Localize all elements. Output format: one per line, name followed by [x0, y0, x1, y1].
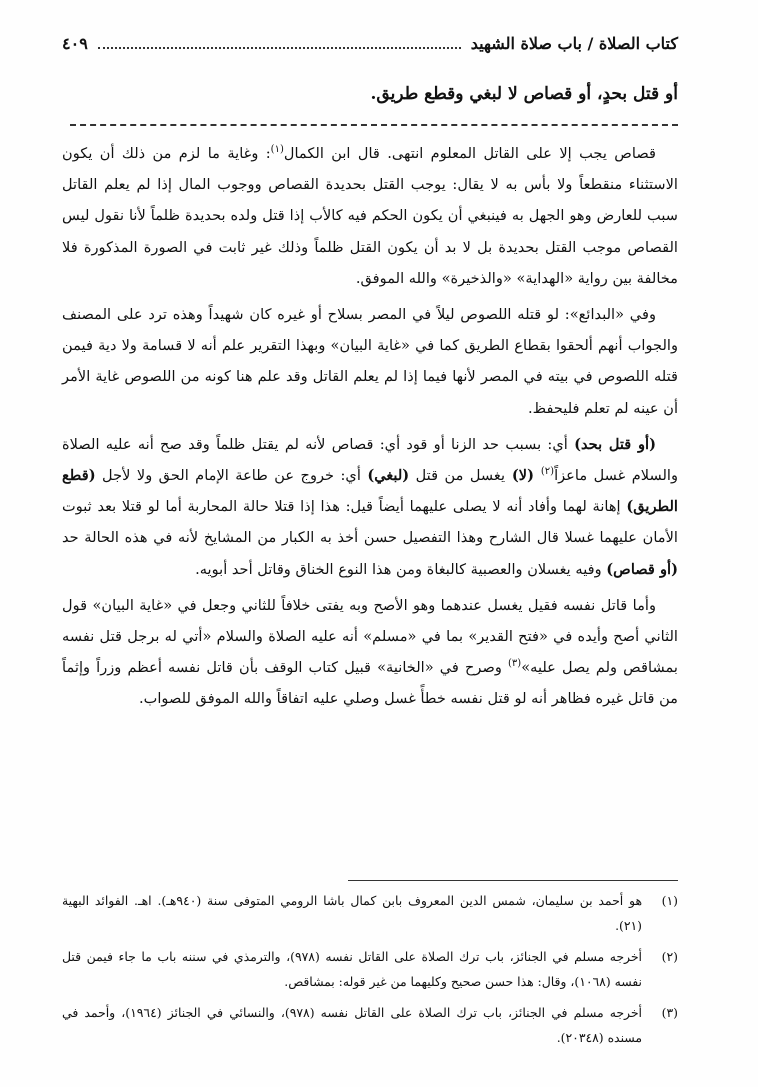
- footnote-text: هو أحمد بن سليمان، شمس الدين المعروف بابن كمال باشا الرومي المتوفى سنة (٩٤٠هـ). اهـ. الفوائد البهية (٢١).: [62, 893, 642, 933]
- footnote-ref-2[interactable]: (٢): [540, 466, 555, 478]
- footnotes: [62, 888, 678, 1056]
- p4-text-a: وأما قاتل نفسه فقيل يغسل عندهما وهو الأصح وبه يفتى خلافاً للثاني وجعل في «غاية البيان» قول الثاني أصح وأيده في «فتح القدير» بما في «مسلم» أنه عليه الصلاة والسلام «أتي له برجل قتل نفسه بمشاقص ولم يصل عليه»: [62, 596, 678, 677]
- footnote-number: (٣): [661, 1005, 678, 1020]
- footnote-separator: [348, 880, 678, 881]
- footnote-text: أخرجه مسلم في الجنائز، باب ترك الصلاة على القاتل نفسه (٩٧٨)، والترمذي في سننه باب ما جاء فيمن قتل نفسه (١٠٦٨)، وقال: هذا حسن صحيح وكليهما من غير قوله: بمشاقص.: [62, 949, 642, 989]
- p3-text-5: وفيه يغسلان والعصبية كالبغاة ومن هذا النوع الخناق وقاتل أحد أبويه.: [195, 560, 607, 578]
- footnote-3: [62, 1000, 678, 1050]
- paragraph-4: [62, 590, 678, 715]
- p4-text-b: وصرح في «الخانية» قبيل كتاب الوقف بأن قاتل نفسه أعظم وزراً وإثماً من قاتل غيره فظاهر أنه لو قتل نفسه خطأً غسل وصلي عليه اتفاقاً والله الموفق للصواب.: [62, 659, 678, 708]
- p3-bold-3: (لبغي): [367, 467, 410, 485]
- commentary-body: [62, 138, 678, 720]
- dashed-separator: [70, 124, 678, 126]
- paragraph-2: وفي «البدائع»: لو قتله اللصوص ليلاً في المصر بسلاح أو غيره كان شهيداً وهذه ترد على المصنف والجواب أنهم ألحقوا بقطاع الطريق كما في «غاية البيان» وبهذا التقرير علم أنه لا قسامة ولا دية فيمن قتله اللصوص في بيته في المصر لأنها فيما إذا لم يعلم القاتل وقد علم هنا كونه من اللصوص غاية الأمر أن عينه لم تعلم فليحفظ.: [62, 306, 678, 417]
- page-number: ٤٠٩: [62, 33, 88, 53]
- paragraph-1: [62, 138, 678, 294]
- p1-text-a: قصاص يجب إلا على القاتل المعلوم انتهى. قال ابن الكمال: [283, 145, 656, 162]
- p3-text-4: إهانة لهما وأفاد أنه لا يصلى عليهما أيضاً قيل: هذا إذا قتلا حالة المحاربة أما لو قتلا بعد ثبوت الأمان عليهما غسلا قال الشارح وهذا التفصيل حسن أخذ به الكبار من المشايخ لأنه في هذه الحالة حد: [62, 498, 678, 547]
- paragraph-3: [62, 429, 678, 585]
- p3-text-3: أي: خروج عن طاعة الإمام الحق ولا لأجل: [95, 467, 368, 485]
- p3-bold-5: (أو قصاص): [606, 560, 678, 578]
- matn-text: أو قتل بحدٍ، أو قصاص لا لبغي وقطع طريق.: [370, 84, 678, 104]
- p3-bold-1: (أو قتل بحد): [574, 435, 657, 453]
- p1-text-b: : وغاية ما لزم من ذلك أن يكون الاستثناء منقطعاً ولا بأس به لا يقال: يوجب القتل بحديدة القصاص ووجوب المال إذا لم يعلم القاتل سبب للعارض وهو الجهل به فينبغي أن يكون الحكم فيه كالأب إذا قتل ولده بحديدة ظلماً لأنا نقول ليس القصاص موجب القتل بحديدة بل لا بد أن يكون القتل ظلماً وذلك غير ثابت في الصورة المذكورة فلا مخالفة بين رواية «الهداية» «والذخيرة» والله الموفق.: [62, 145, 678, 287]
- footnote-number: (١): [661, 893, 678, 908]
- p3-bold-2: (لا): [505, 467, 541, 485]
- running-header: [62, 28, 678, 58]
- header-dotted-leader: [98, 37, 461, 49]
- p3-text-2: يغسل من قتل: [409, 467, 506, 485]
- footnote-ref-3[interactable]: (٣): [508, 658, 522, 670]
- footnote-1: [62, 888, 678, 938]
- p3-bold-4: (قطع الطريق): [62, 467, 678, 516]
- footnote-ref-1[interactable]: (١): [270, 144, 284, 156]
- p3-text-1: أي: بسبب حد الزنا أو قود أي: قصاص لأنه لم يقتل ظلماً وقد صح أنه عليه الصلاة والسلام غسل ماعزاً: [62, 435, 679, 485]
- footnote-number: (٢): [661, 949, 678, 964]
- running-title: كتاب الصلاة / باب صلاة الشهيد: [470, 33, 678, 53]
- footnote-2: [62, 944, 678, 994]
- footnote-text: أخرجه مسلم في الجنائز، باب ترك الصلاة على القاتل نفسه (٩٧٨)، والنسائي في الجنائز (١٩٦٤)، وأحمد في مسنده (٢٠٣٤٨).: [62, 1005, 642, 1045]
